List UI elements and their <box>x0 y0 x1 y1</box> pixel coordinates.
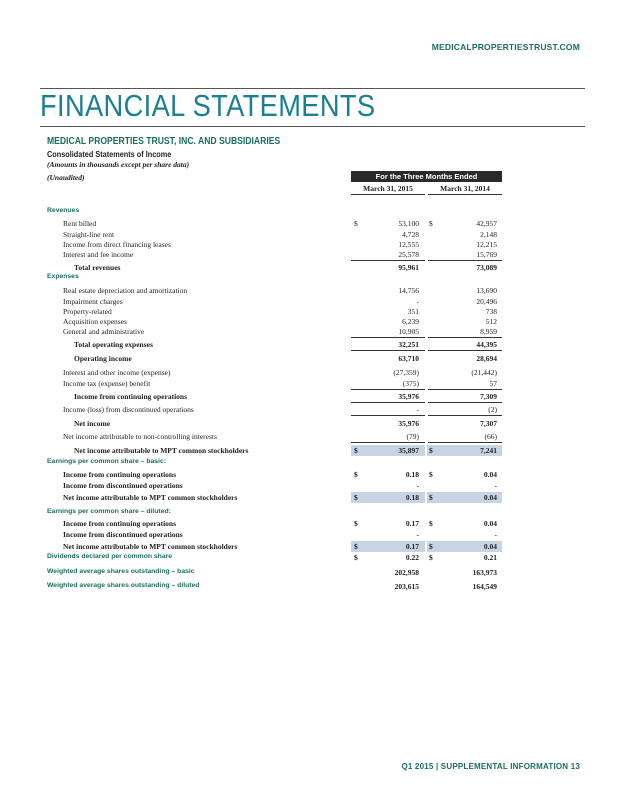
row-label: Income from continuing operations <box>74 392 187 401</box>
table-row <box>0 368 626 378</box>
value-2015: - <box>416 481 419 490</box>
row-label: Income from direct financing leases <box>63 240 171 249</box>
value-2015: 351 <box>407 307 419 316</box>
subtotal-rule <box>428 402 502 403</box>
value-2014: 7,309 <box>480 392 497 401</box>
table-row <box>0 230 626 240</box>
row-label: Rent billed <box>63 219 97 228</box>
section-eps-diluted: Earnings per common share – diluted: <box>47 508 171 515</box>
currency-symbol: $ <box>354 553 358 562</box>
value-2014: (21,442) <box>471 368 497 377</box>
table-row <box>0 317 626 327</box>
value-2015: 14,756 <box>398 286 419 295</box>
row-label: Acquisition expenses <box>63 317 127 326</box>
row-label: Income from discontinued operations <box>63 530 183 539</box>
subtotal-rule <box>351 337 425 338</box>
value-2014: 512 <box>485 317 497 326</box>
row-label: Total operating expenses <box>74 340 153 349</box>
table-row <box>0 286 626 296</box>
row-label: Straight-line rent <box>63 230 115 239</box>
value-2015: 202,958 <box>394 568 419 577</box>
value-2014: 7,241 <box>480 446 497 455</box>
row-label: Operating income <box>74 354 132 363</box>
row-label: Income (loss) from discontinued operations <box>63 405 194 414</box>
row-label: Impairment charges <box>63 297 123 306</box>
table-row <box>0 470 626 480</box>
value-2015: 6,239 <box>402 317 419 326</box>
page-title: FINANCIAL STATEMENTS <box>40 88 376 123</box>
value-2015: 25,578 <box>398 250 419 259</box>
value-2015: 35,897 <box>398 446 419 455</box>
value-2015: 10,905 <box>398 327 419 336</box>
value-2014: 7,307 <box>480 419 497 428</box>
currency-symbol: $ <box>429 470 433 479</box>
currency-symbol: $ <box>429 219 433 228</box>
currency-symbol: $ <box>429 542 433 551</box>
unaudited-note: (Unaudited) <box>47 173 85 182</box>
value-2015: (375) <box>402 379 419 388</box>
row-label: Net income <box>74 419 111 428</box>
value-2015: 53,100 <box>398 219 419 228</box>
table-row <box>0 446 626 456</box>
subtotal-rule <box>428 337 502 338</box>
section-expenses: Expenses <box>47 273 79 280</box>
value-2014: 2,148 <box>480 230 497 239</box>
value-2014: 12,215 <box>476 240 497 249</box>
value-2014: 0.21 <box>483 553 497 562</box>
dividends-label: Dividends declared per common share <box>47 553 173 560</box>
row-label: Net income attributable to MPT common stockholders <box>63 542 238 551</box>
value-2015: 0.17 <box>405 519 419 528</box>
value-2014: 0.04 <box>483 519 497 528</box>
value-2014: - <box>494 530 497 539</box>
row-label: Income from continuing operations <box>63 519 176 528</box>
value-2014: 42,957 <box>476 219 497 228</box>
subtotal-rule <box>428 260 502 261</box>
title-rule <box>40 126 585 127</box>
value-2014: 0.04 <box>483 542 497 551</box>
subtotal-rule <box>351 415 425 416</box>
website-url: MEDICALPROPERTIESTRUST.COM <box>431 42 580 52</box>
currency-symbol: $ <box>429 446 433 455</box>
table-row <box>0 405 626 415</box>
column-header-2014: March 31, 2014 <box>440 184 490 193</box>
table-row <box>0 519 626 529</box>
value-2014: (2) <box>488 405 497 414</box>
table-row <box>0 419 626 429</box>
value-2014: 73,089 <box>476 263 497 272</box>
table-row <box>0 307 626 317</box>
subtotal-rule <box>351 389 425 390</box>
currency-symbol: $ <box>354 519 358 528</box>
value-2014: 164,549 <box>472 582 497 591</box>
shares-diluted-label: Weighted average shares outstanding – diluted <box>47 582 200 589</box>
row-label: Real estate depreciation and amortization <box>63 286 188 295</box>
subtotal-rule <box>351 402 425 403</box>
table-row <box>0 481 626 491</box>
table-row <box>0 493 626 503</box>
value-2014: 57 <box>489 379 497 388</box>
value-2015: 95,961 <box>398 263 419 272</box>
value-2015: - <box>416 405 419 414</box>
currency-symbol: $ <box>354 493 358 502</box>
row-label: Net income attributable to non-controlling interests <box>63 432 217 441</box>
value-2015: 0.18 <box>405 470 419 479</box>
value-2014: 0.04 <box>483 470 497 479</box>
value-2014: - <box>494 481 497 490</box>
value-2015: 12,555 <box>398 240 419 249</box>
table-row <box>0 354 626 364</box>
column-header-2015: March 31, 2015 <box>363 184 413 193</box>
table-row <box>0 530 626 540</box>
value-2014: 738 <box>485 307 497 316</box>
table-row <box>0 327 626 337</box>
currency-symbol: $ <box>354 219 358 228</box>
table-row <box>0 240 626 250</box>
value-2014: 8,959 <box>480 327 497 336</box>
value-2015: 32,251 <box>398 340 419 349</box>
company-name: MEDICAL PROPERTIES TRUST, INC. AND SUBSIDIARIES <box>47 136 281 147</box>
subtotal-rule <box>351 350 425 351</box>
row-label: Income from discontinued operations <box>63 481 183 490</box>
value-2014: 13,690 <box>476 286 497 295</box>
currency-symbol: $ <box>429 493 433 502</box>
row-label: Income from continuing operations <box>63 470 176 479</box>
table-row <box>0 432 626 442</box>
subtotal-rule <box>428 389 502 390</box>
row-label: Income tax (expense) benefit <box>63 379 151 388</box>
section-revenues: Revenues <box>47 207 80 214</box>
value-2015: 203,615 <box>394 582 419 591</box>
row-label: Interest and other income (expense) <box>63 368 171 377</box>
shares-basic-label: Weighted average shares outstanding – basic <box>47 568 195 575</box>
value-2014: (66) <box>484 432 497 441</box>
value-2014: 44,395 <box>476 340 497 349</box>
column-header-rule <box>351 194 425 195</box>
currency-symbol: $ <box>429 553 433 562</box>
value-2015: - <box>416 297 419 306</box>
amounts-note: (Amounts in thousands except per share data) <box>47 160 190 169</box>
value-2015: 4,728 <box>402 230 419 239</box>
currency-symbol: $ <box>354 470 358 479</box>
currency-symbol: $ <box>354 446 358 455</box>
value-2015: 63,710 <box>398 354 419 363</box>
table-row <box>0 250 626 260</box>
statement-title: Consolidated Statements of Income <box>47 149 172 159</box>
value-2015: (79) <box>406 432 419 441</box>
subtotal-rule <box>428 442 502 443</box>
table-row <box>0 297 626 307</box>
value-2014: 20,496 <box>476 297 497 306</box>
subtotal-rule <box>351 442 425 443</box>
value-2015: 0.22 <box>405 553 419 562</box>
currency-symbol: $ <box>354 542 358 551</box>
row-label: Total revenues <box>74 263 121 272</box>
row-label: Net income attributable to MPT common stockholders <box>74 446 249 455</box>
value-2015: 0.18 <box>405 493 419 502</box>
row-label: General and administrative <box>63 327 145 336</box>
subtotal-rule <box>428 350 502 351</box>
table-row <box>0 542 626 552</box>
value-2015: (27,359) <box>393 368 419 377</box>
value-2014: 0.04 <box>483 493 497 502</box>
table-row <box>0 392 626 402</box>
subtotal-rule <box>428 415 502 416</box>
currency-symbol: $ <box>429 519 433 528</box>
column-header-rule <box>428 194 502 195</box>
value-2015: - <box>416 530 419 539</box>
row-label: Interest and fee income <box>63 250 134 259</box>
row-label: Net income attributable to MPT common stockholders <box>63 493 238 502</box>
value-2014: 15,769 <box>476 250 497 259</box>
value-2015: 0.17 <box>405 542 419 551</box>
value-2015: 35,976 <box>398 419 419 428</box>
table-row <box>0 263 626 273</box>
value-2014: 163,973 <box>472 568 497 577</box>
subtotal-rule <box>351 260 425 261</box>
row-label: Property-related <box>63 307 112 316</box>
section-eps-basic: Earnings per common share – basic: <box>47 458 166 465</box>
page-footer: Q1 2015 | SUPPLEMENTAL INFORMATION 13 <box>401 762 580 771</box>
value-2015: 35,976 <box>398 392 419 401</box>
value-2014: 28,694 <box>476 354 497 363</box>
period-header: For the Three Months Ended <box>351 171 502 182</box>
table-row <box>0 219 626 229</box>
table-row <box>0 379 626 389</box>
table-row <box>0 340 626 350</box>
